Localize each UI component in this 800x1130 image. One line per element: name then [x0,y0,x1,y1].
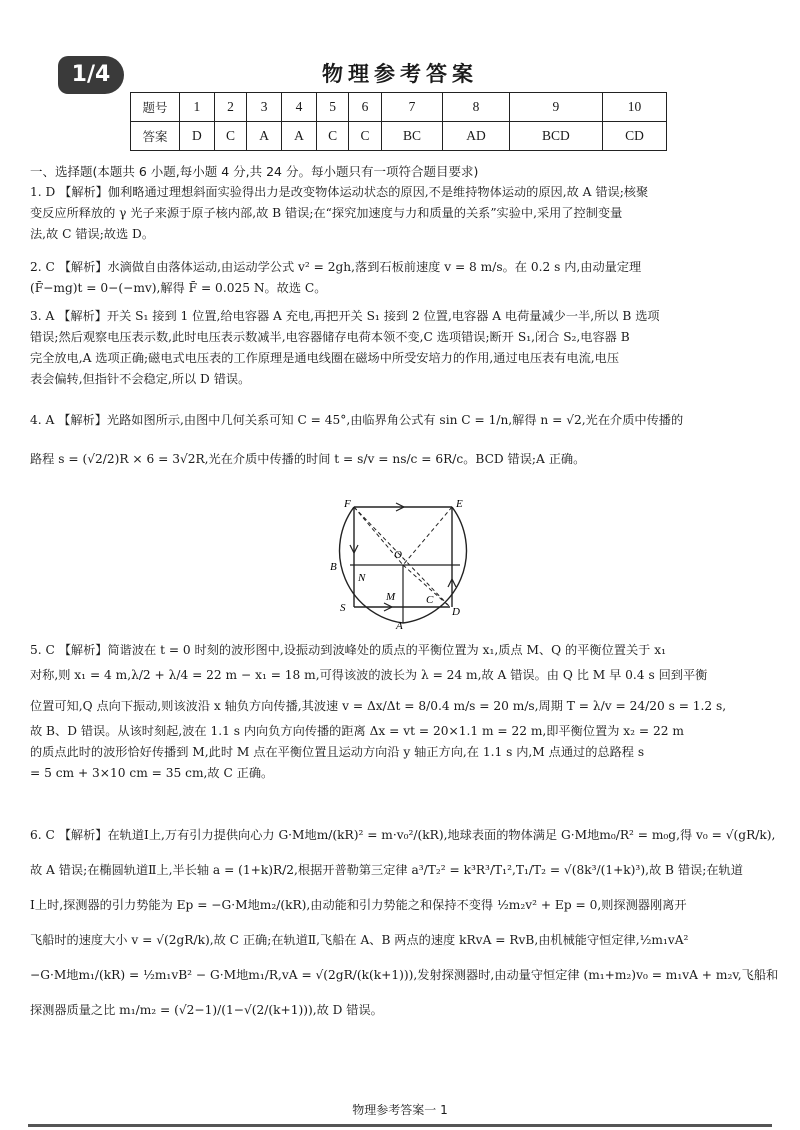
answer-table [130,92,667,151]
answer-2-line: 2. C 【解析】水滴做自由落体运动,由运动学公式 v² = 2gh,落到石板前速度 v = 8 m/s。在 0.2 s 内,由动量定理 [30,260,642,274]
table-cell-number: 7 [381,93,443,122]
table-cell-answer: AD [443,122,509,151]
answer-6-line: 6. C 【解析】在轨道Ⅰ上,万有引力提供向心力 G·M地m/(kR)² = m·v₀²/(kR),地球表面的物体满足 G·M地m₀/R² = m₀g,得 v₀ = √(gR/k), [30,828,776,842]
answer-5-line: = 5 cm + 3×10 cm = 35 cm,故 C 正确。 [30,766,274,780]
answer-6-line: Ⅰ上时,探测器的引力势能为 Ep = −G·M地m₂/(kR),由动能和引力势能之和保持不变得 ½m₂v² + Ep = 0,则探测器刚离开 [30,898,687,912]
label-F: F [344,498,351,510]
label-B: B [330,561,337,573]
table-cell-answer: C [349,122,381,151]
answer-6-line: 探测器质量之比 m₁/m₂ = (√2−1)/(1−√(2/(k+1))),故 D 错误。 [30,1003,383,1017]
answer-5-line: 对称,则 x₁ = 4 m,λ/2 + λ/4 = 22 m − x₁ = 18 m,可得该波的波长为 λ = 24 m,故 A 错误。由 Q 比 M 早 0.4 s 回到平衡 [30,668,708,682]
table-cell-number: 3 [247,93,282,122]
label-A: A [396,620,403,630]
answer-5 [30,640,770,784]
answer-3-line: 3. A 【解析】开关 S₁ 接到 1 位置,给电容器 A 充电,再把开关 S₁ 接到 2 位置,电容器 A 电荷量减少一半,所以 B 选项 [30,309,660,323]
answer-6-line: −G·M地m₁/(kR) = ½m₁vB² − G·M地m₁/R,vA = √(2gR/(k(k+1))),发射探测器时,由动量守恒定律 (m₁+m₂)v₀ = m₁vA + m₂v,飞船和 [30,968,779,982]
answer-1-line: 变反应所释放的 γ 光子来源于原子核内部,故 B 错误;在“探究加速度与力和质量的关系”实验中,采用了控制变量 [30,206,623,220]
table-row-numbers [131,93,667,122]
table-cell-answer: D [180,122,215,151]
answer-5-line: 位置可知,Q 点向下振动,则该波沿 x 轴负方向传播,其波速 v = Δx/Δt = 8/0.4 m/s = 20 m/s,周期 T = λ/v = 24/20 s = 1.2 s, [30,699,727,713]
page-title: 物理参考答案 [322,62,478,86]
label-D: D [452,606,460,618]
answer-6-line: 飞船时的速度大小 v = √(2gR/k),故 C 正确;在轨道Ⅱ,飞船在 A、B 两点的速度 kRvA = RvB,由机械能守恒定律,½m₁vA² [30,933,689,947]
bottom-rule [28,1124,772,1127]
table-cell-answer: CD [602,122,666,151]
table-cell-number: 10 [602,93,666,122]
answer-3-line: 错误;然后观察电压表示数,此时电压表示数减半,电容器储存电荷本领不变,C 选项错误;断开 S₁,闭合 S₂,电容器 B [30,330,630,344]
answer-5-line: 的质点此时的波形恰好传播到 M,此时 M 点在平衡位置且运动方向沿 y 轴正方向,在 1.1 s 内,M 点通过的总路程 s [30,745,645,759]
answer-4 [30,410,770,470]
label-S: S [340,602,346,614]
label-M: M [386,591,396,603]
label-O: O [394,549,402,561]
label-E: E [456,498,463,510]
answer-4-line: 4. A 【解析】光路如图所示,由图中几何关系可知 C = 45°,由临界角公式有 sin C = 1/n,解得 n = √2,光在介质中传播的 [30,413,684,427]
table-cell-number: 4 [282,93,317,122]
answer-3-line: 完全放电,A 选项正确;磁电式电压表的工作原理是通电线圈在磁场中所受安培力的作用,通过电压表有电流,电压 [30,351,620,365]
label-C: C [426,594,434,606]
table-cell-number: 5 [316,93,348,122]
answer-1-line: 法,故 C 错误;故选 D。 [30,227,155,241]
page-footer: 物理参考答案一 1 [352,1103,448,1117]
section-heading: 一、选择题(本题共 6 小题,每小题 4 分,共 24 分。每小题只有一项符合题目要求) [30,164,479,179]
table-cell-number: 1 [180,93,215,122]
answer-2 [30,257,770,299]
optics-diagram [320,495,500,630]
answer-6-line: 故 A 错误;在椭圆轨道Ⅱ上,半长轴 a = (1+k)R/2,根据开普勒第三定律 a³/T₂² = k³R³/T₁²,T₁/T₂ = √(8k³/(1+k)³),故 B 错误;在轨道 [30,863,743,877]
answer-1-line: 1. D 【解析】伽利略通过理想斜面实验得出力是改变物体运动状态的原因,不是维持物体运动的原因,故 A 错误;核聚 [30,185,649,199]
table-cell-number: 8 [443,93,509,122]
answer-1 [30,182,770,245]
table-header-answer: 答案 [131,122,180,151]
table-cell-answer: C [316,122,348,151]
answer-4-line: 路程 s = (√2/2)R × 6 = 3√2R,光在介质中传播的时间 t = s/v = ns/c = 6R/c。BCD 错误;A 正确。 [30,452,586,466]
answer-5-line: 5. C 【解析】简谐波在 t = 0 时刻的波形图中,设振动到波峰处的质点的平衡位置为 x₁,质点 M、Q 的平衡位置关于 x₁ [30,643,666,657]
answer-3 [30,306,770,390]
table-cell-number: 9 [509,93,602,122]
table-cell-answer: A [282,122,317,151]
answer-3-line: 表会偏转,但指针不会稳定,所以 D 错误。 [30,372,251,386]
answer-6 [30,825,779,1021]
label-N: N [358,572,366,584]
table-cell-number: 6 [349,93,381,122]
table-cell-answer: C [214,122,246,151]
answer-5-line: 故 B、D 错误。从该时刻起,波在 1.1 s 内向负方向传播的距离 Δx = vt = 20×1.1 m = 22 m,即平衡位置为 x₂ = 22 m [30,724,684,738]
table-cell-answer: BC [381,122,443,151]
page-badge: 1/4 [58,56,124,94]
table-cell-answer: BCD [509,122,602,151]
table-row-answers [131,122,667,151]
table-header-number: 题号 [131,93,180,122]
answer-2-line: (F̄−mg)t = 0−(−mv),解得 F̄ = 0.025 N。故选 C。 [30,281,327,295]
table-cell-number: 2 [214,93,246,122]
table-cell-answer: A [247,122,282,151]
